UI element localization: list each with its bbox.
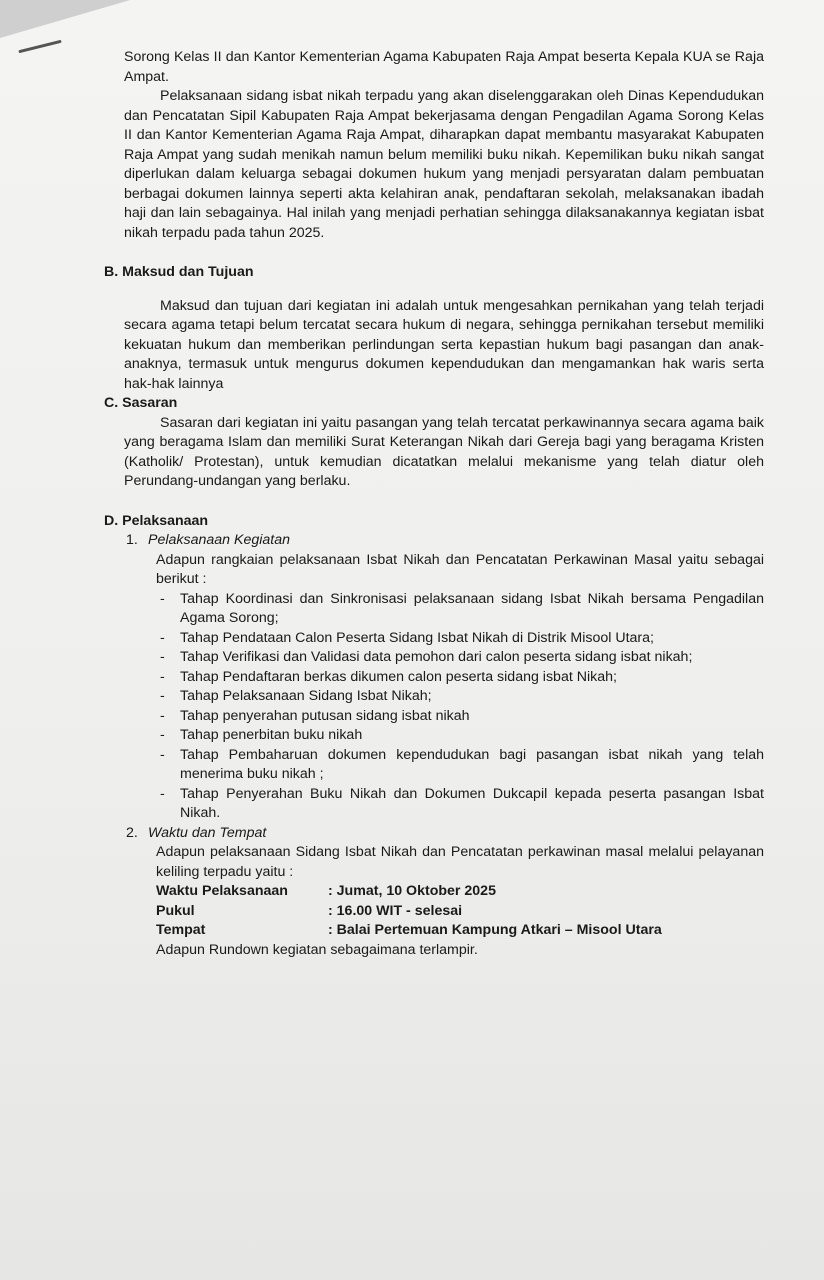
intro-continuation: Sorong Kelas II dan Kantor Kementerian Agama Kabupaten Raja Ampat beserta Kepala KUA se Raja Ampat.	[124, 49, 764, 85]
subsection-2-intro: Adapun pelaksanaan Sidang Isbat Nikah dan Pencatatan perkawinan masal melalui pelayanan keliling terpadu yaitu :	[156, 844, 764, 880]
list-item: - Tahap Pembaharuan dokumen kependudukan bagi pasangan isbat nikah yang telah menerima buku nikah ;	[156, 746, 764, 785]
detail-row-time	[104, 882, 764, 902]
subsection-2-title: Waktu dan Tempat	[148, 824, 267, 841]
document-body	[104, 48, 764, 960]
subsection-1-intro: Adapun rangkaian pelaksanaan Isbat Nikah dan Pencatatan Perkawinan Masal yaitu sebagai berikut :	[156, 551, 764, 587]
detail-row-place	[104, 921, 764, 941]
list-item: - Tahap Pendataan Calon Peserta Sidang Isbat Nikah di Distrik Misool Utara;	[156, 629, 764, 649]
subsection-1-number: 1.	[126, 532, 138, 548]
section-c-heading: C. Sasaran	[104, 395, 178, 411]
list-item: - Tahap Verifikasi dan Validasi data pemohon dari calon peserta sidang isbat nikah;	[156, 648, 764, 668]
detail-label: Tempat	[156, 922, 206, 938]
list-item: - Tahap Pendaftaran berkas dikumen calon peserta sidang isbat Nikah;	[156, 668, 764, 688]
list-item: - Tahap Koordinasi dan Sinkronisasi pelaksanaan sidang Isbat Nikah bersama Pengadilan Agama Sorong;	[156, 590, 764, 629]
subsection-2-heading	[104, 824, 764, 844]
closing-note: Adapun Rundown kegiatan sebagaimana terlampir.	[156, 941, 478, 958]
intro-paragraph: Pelaksanaan sidang isbat nikah terpadu yang akan diselenggarakan oleh Dinas Kependudukan dan Pencatatan Sipil Kabupaten Raja Ampat bekerjasama dengan Pengadilan Agama Sorong Kelas II dan Kantor Kementerian Agama Raja Ampat, diharapkan dapat membantu masyarakat Kabupaten Raja Ampat yang sudah menikah namun belum memiliki buku nikah. Kepemilikan buku nikah sangat diperlukan dalam keluarga sebagai dokumen hukum yang menjadi persyaratan dalam pembuatan berbagai dokumen lainnya seperti akta kelahiran anak, pendaftaran sekolah, melaksanakan ibadah haji dan lain sebagainya. Hal inilah yang menjadi perhatian sehingga dilaksanakannya kegiatan isbat nikah terpadu pada tahun 2025.	[124, 88, 764, 241]
section-b-paragraph: Maksud dan tujuan dari kegiatan ini adalah untuk mengesahkan pernikahan yang telah terjadi secara agama tetapi belum tercatat secara hukum di negara, sehingga pernikahan tersebut memiliki kekuatan hukum dan memberikan perlindungan serta kepastian hukum bagi pasangan dan anak-anaknya, termasuk untuk mengurus dokumen kependudukan dan mengamankan hak waris serta hak-hak lainnya	[124, 297, 764, 392]
detail-label: Waktu Pelaksanaan	[156, 883, 288, 899]
detail-row-hour	[104, 902, 764, 922]
list-item: - Tahap Pelaksanaan Sidang Isbat Nikah;	[156, 687, 764, 707]
page-corner-fold	[0, 0, 130, 38]
subsection-1-heading	[104, 531, 764, 551]
detail-label: Pukul	[156, 902, 195, 919]
subsection-1-title: Pelaksanaan Kegiatan	[148, 532, 290, 548]
subsection-2-number: 2.	[126, 824, 138, 841]
section-c-paragraph: Sasaran dari kegiatan ini yaitu pasangan yang telah tercatat perkawinannya secara agama baik yang beragama Islam dan memiliki Surat Keterangan Nikah dari Gereja bagi yang beragama Kristen (Katholik/ Protestan), untuk kemudian dicatatkan melalui mekanisme yang telah diatur oleh Perundang-undangan yang berlaku.	[124, 414, 764, 489]
detail-value: : 16.00 WIT - selesai	[328, 902, 463, 919]
section-b-heading: B. Maksud dan Tujuan	[104, 264, 254, 280]
list-item: - Tahap penyerahan putusan sidang isbat nikah	[156, 707, 764, 727]
stages-list	[104, 590, 764, 824]
pen-mark	[18, 40, 61, 54]
section-d-heading: D. Pelaksanaan	[104, 512, 209, 529]
list-item: - Tahap penerbitan buku nikah	[156, 726, 764, 746]
detail-value: : Jumat, 10 Oktober 2025	[328, 883, 496, 899]
list-item: - Tahap Penyerahan Buku Nikah dan Dokumen Dukcapil kepada peserta pasangan Isbat Nikah.	[156, 785, 764, 824]
detail-value: : Balai Pertemuan Kampung Atkari – Misool Utara	[328, 922, 662, 938]
